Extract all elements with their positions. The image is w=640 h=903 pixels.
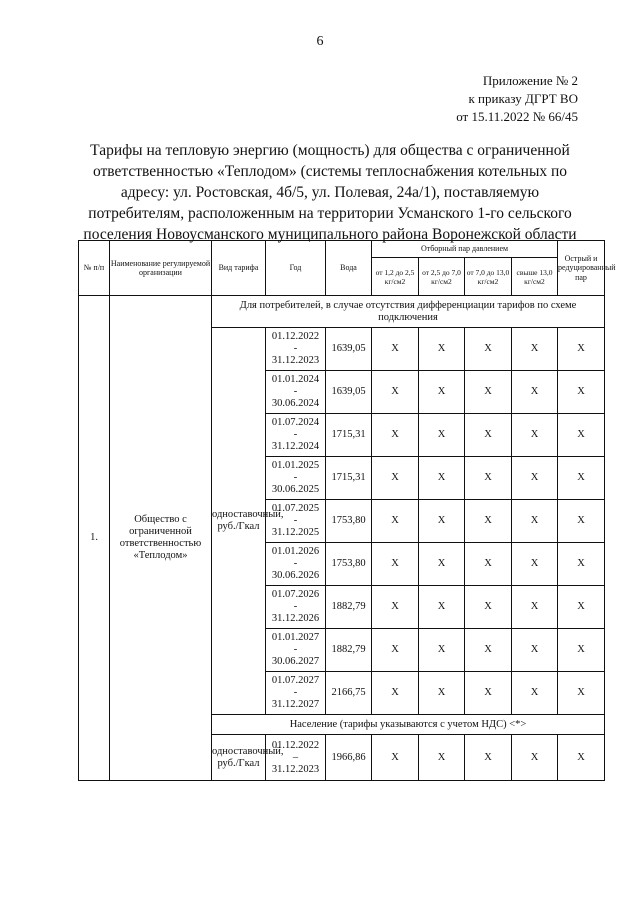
period-to: 31.12.2026 bbox=[271, 613, 320, 624]
period-from: 01.07.2026 bbox=[271, 589, 320, 600]
sharp-steam-value: Х bbox=[558, 371, 605, 414]
steam-3-value: Х bbox=[465, 371, 512, 414]
period-dash: - bbox=[293, 429, 298, 440]
steam-1-value: Х bbox=[372, 500, 419, 543]
period-from: 01.01.2027 bbox=[271, 632, 320, 643]
period-from: 01.01.2026 bbox=[271, 546, 320, 557]
steam-2-value: Х bbox=[419, 672, 465, 715]
org-number: 1. bbox=[79, 296, 110, 781]
period-cell bbox=[266, 543, 326, 586]
water-tariff-value: 1715,31 bbox=[326, 457, 372, 500]
org-name: Общество с ограниченной ответственностью «Теплодом» bbox=[110, 296, 212, 781]
sharp-steam-value: Х bbox=[558, 629, 605, 672]
water-tariff-value: 1639,05 bbox=[326, 371, 372, 414]
steam-4-value: Х bbox=[512, 543, 558, 586]
title-line-3: адресу: ул. Ростовская, 4б/5, ул. Полевая, 24а/1), поставляемую bbox=[120, 184, 540, 201]
water-tariff-value: 1715,31 bbox=[326, 414, 372, 457]
header-steam-group: Отборный пар давлением bbox=[372, 241, 558, 258]
steam-2-value: Х bbox=[419, 457, 465, 500]
steam-1-value: Х bbox=[372, 414, 419, 457]
water-tariff-value: 1753,80 bbox=[326, 500, 372, 543]
sharp-steam-value: Х bbox=[558, 500, 605, 543]
period-to: 31.12.2027 bbox=[271, 699, 320, 710]
steam-3-value: Х bbox=[465, 586, 512, 629]
appendix-line-3: от 15.11.2022 № 66/45 bbox=[456, 109, 578, 124]
steam-1-value: Х bbox=[372, 735, 419, 781]
sharp-steam-value: Х bbox=[558, 543, 605, 586]
steam-1-value: Х bbox=[372, 457, 419, 500]
period-cell bbox=[266, 328, 326, 371]
header-tariff-type: Вид тарифа bbox=[212, 241, 266, 296]
title-line-1: Тарифы на тепловую энергию (мощность) для общества с ограниченной bbox=[90, 142, 570, 159]
header-year: Год bbox=[266, 241, 326, 296]
period-cell bbox=[266, 629, 326, 672]
steam-4-value: Х bbox=[512, 586, 558, 629]
sharp-steam-value: Х bbox=[558, 457, 605, 500]
sharp-steam-value: Х bbox=[558, 414, 605, 457]
water-tariff-value: 1753,80 bbox=[326, 543, 372, 586]
period-from: 01.07.2025 bbox=[271, 503, 320, 514]
steam-3-value: Х bbox=[465, 500, 512, 543]
steam-3-value: Х bbox=[465, 414, 512, 457]
header-steam-3: от 7,0 до 13,0 кг/см2 bbox=[465, 258, 512, 296]
appendix-line-2: к приказу ДГРТ ВО bbox=[468, 91, 578, 106]
period-to: 31.12.2023 bbox=[271, 355, 320, 366]
period-to: 31.12.2023 bbox=[271, 763, 320, 775]
period-cell bbox=[266, 371, 326, 414]
period-from: 01.07.2024 bbox=[271, 417, 320, 428]
steam-3-value: Х bbox=[465, 629, 512, 672]
period-to: 30.06.2027 bbox=[271, 656, 320, 667]
steam-3-value: Х bbox=[465, 457, 512, 500]
title-line-2: ответственностью «Теплодом» (системы теплоснабжения котельных по bbox=[92, 163, 568, 180]
period-from: 01.12.2022 bbox=[271, 739, 320, 751]
header-steam-2: от 2,5 до 7,0 кг/см2 bbox=[419, 258, 465, 296]
steam-2-value: Х bbox=[419, 500, 465, 543]
period-cell bbox=[266, 457, 326, 500]
section-consumers-label: Для потребителей, в случае отсутствия дифференциации тарифов по схеме подключения bbox=[212, 296, 605, 328]
period-dash: - bbox=[293, 515, 298, 526]
steam-3-value: Х bbox=[465, 735, 512, 781]
period-to: 30.06.2026 bbox=[271, 570, 320, 581]
period-dash: – bbox=[292, 751, 299, 763]
sharp-steam-value: Х bbox=[558, 672, 605, 715]
period-dash: - bbox=[293, 601, 298, 612]
period-cell bbox=[266, 414, 326, 457]
period-dash: - bbox=[293, 644, 298, 655]
period-cell bbox=[266, 500, 326, 543]
steam-2-value: Х bbox=[419, 371, 465, 414]
steam-4-value: Х bbox=[512, 328, 558, 371]
steam-4-value: Х bbox=[512, 500, 558, 543]
page-number: 6 bbox=[316, 34, 324, 49]
steam-3-value: Х bbox=[465, 672, 512, 715]
header-steam-1: от 1,2 до 2,5 кг/см2 bbox=[372, 258, 419, 296]
period-cell bbox=[266, 735, 326, 781]
appendix-line-1: Приложение № 2 bbox=[482, 73, 578, 88]
header-num: № п/п bbox=[79, 241, 110, 296]
header-sharp-steam: Острый и редуцированный пар bbox=[558, 241, 605, 296]
period-dash: - bbox=[293, 687, 298, 698]
period-dash: - bbox=[293, 472, 298, 483]
sharp-steam-value: Х bbox=[558, 586, 605, 629]
steam-1-value: Х bbox=[372, 543, 419, 586]
tariff-table bbox=[78, 240, 616, 781]
water-tariff-value: 2166,75 bbox=[326, 672, 372, 715]
steam-3-value: Х bbox=[465, 543, 512, 586]
steam-4-value: Х bbox=[512, 735, 558, 781]
period-from: 01.01.2024 bbox=[271, 374, 320, 385]
steam-2-value: Х bbox=[419, 586, 465, 629]
period-dash: - bbox=[293, 343, 298, 354]
steam-2-value: Х bbox=[419, 414, 465, 457]
period-dash: - bbox=[293, 558, 298, 569]
period-cell bbox=[266, 586, 326, 629]
title-line-4: потребителям, расположенным на территории Усманского 1-го сельского bbox=[88, 205, 572, 222]
steam-1-value: Х bbox=[372, 586, 419, 629]
steam-1-value: Х bbox=[372, 672, 419, 715]
steam-4-value: Х bbox=[512, 371, 558, 414]
water-tariff-value: 1882,79 bbox=[326, 586, 372, 629]
period-from: 01.12.2022 bbox=[271, 331, 320, 342]
period-to: 31.12.2024 bbox=[271, 441, 320, 452]
steam-1-value: Х bbox=[372, 328, 419, 371]
water-tariff-value: 1639,05 bbox=[326, 328, 372, 371]
period-dash: - bbox=[293, 386, 298, 397]
document-title bbox=[70, 140, 590, 245]
steam-2-value: Х bbox=[419, 328, 465, 371]
period-cell bbox=[266, 672, 326, 715]
steam-4-value: Х bbox=[512, 672, 558, 715]
appendix-reference bbox=[456, 72, 578, 126]
title-line-5: поселения Новоусманского муниципального района Воронежской области bbox=[83, 226, 577, 243]
sharp-steam-value: Х bbox=[558, 328, 605, 371]
water-tariff-value: 1966,86 bbox=[326, 735, 372, 781]
steam-3-value: Х bbox=[465, 328, 512, 371]
header-steam-4: свыше 13,0 кг/см2 bbox=[512, 258, 558, 296]
period-to: 31.12.2025 bbox=[271, 527, 320, 538]
steam-2-value: Х bbox=[419, 543, 465, 586]
steam-1-value: Х bbox=[372, 629, 419, 672]
section2-tariff-type: одноставочный, руб./Гкал bbox=[212, 735, 266, 781]
steam-2-value: Х bbox=[419, 629, 465, 672]
steam-4-value: Х bbox=[512, 457, 558, 500]
period-to: 30.06.2025 bbox=[271, 484, 320, 495]
steam-4-value: Х bbox=[512, 629, 558, 672]
section-population-label: Население (тарифы указываются с учетом НДС) <*> bbox=[212, 715, 605, 735]
water-tariff-value: 1882,79 bbox=[326, 629, 372, 672]
period-from: 01.01.2025 bbox=[271, 460, 320, 471]
period-from: 01.07.2027 bbox=[271, 675, 320, 686]
steam-4-value: Х bbox=[512, 414, 558, 457]
header-water: Вода bbox=[326, 241, 372, 296]
section1-tariff-type: одноставочный, руб./Гкал bbox=[212, 328, 266, 715]
steam-2-value: Х bbox=[419, 735, 465, 781]
header-org: Наименование регулируемой организации bbox=[110, 241, 212, 296]
period-to: 30.06.2024 bbox=[271, 398, 320, 409]
steam-1-value: Х bbox=[372, 371, 419, 414]
sharp-steam-value: Х bbox=[558, 735, 605, 781]
